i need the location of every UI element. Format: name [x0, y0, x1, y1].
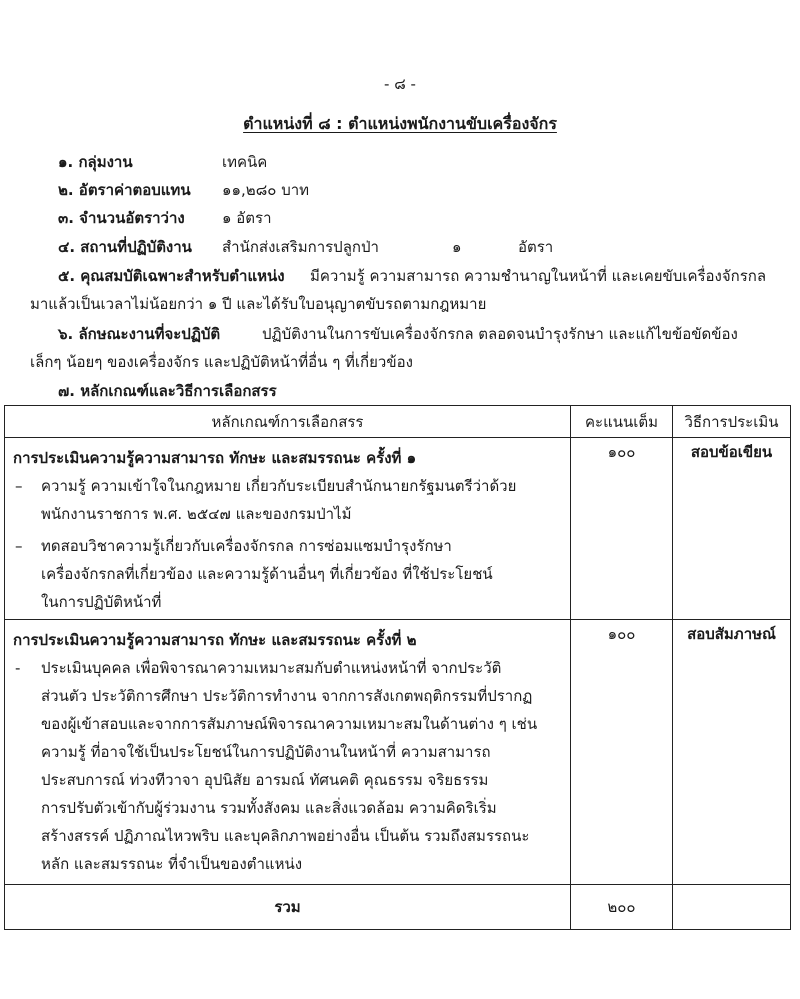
section-title: การประเมินความรู้ความสามารถ ทักษะ และสมรรถนะ ครั้งที่ ๒ [13, 631, 417, 649]
workplace-count: ๑ [452, 238, 462, 256]
page-number: - ๘ - [384, 75, 416, 93]
bullet-line: พนักงานราชการ พ.ศ. ๒๕๔๗ และของกรมป่าไม้ [41, 505, 352, 523]
bullet-line: สร้างสรรค์ ปฏิภาณไหวพริบ และบุคลิกภาพอย่างอื่น เป็นต้น รวมถึงสมรรถนะ [41, 827, 530, 845]
header-method: วิธีการประเมิน [673, 406, 791, 438]
salary-label: ๒. อัตราค่าตอบแทน [58, 181, 191, 199]
total-method-empty [673, 885, 791, 930]
salary-value: ๑๑,๒๘๐ บาท [222, 181, 310, 199]
list-item [15, 654, 570, 878]
list-item [15, 532, 570, 616]
vacancies-label: ๓. จำนวนอัตราว่าง [58, 209, 185, 227]
job-group-value: เทคนิค [222, 153, 268, 171]
list-item [15, 472, 570, 528]
qualifications-line-1: มีความรู้ ความสามารถ ความชำนาญในหน้าที่ และเคยขับเครื่องจักรกล [310, 267, 767, 285]
bullet-dash: - [15, 659, 21, 677]
bullet-dash: – [15, 537, 23, 555]
bullet-line: ความรู้ ความเข้าใจในกฎหมาย เกี่ยวกับระเบียบสำนักนายกรัฐมนตรีว่าด้วย [41, 477, 517, 495]
criteria-cell [5, 620, 571, 885]
table-header-row [5, 406, 791, 438]
method-cell: สอบข้อเขียน [673, 438, 791, 620]
criteria-cell [5, 438, 571, 620]
bullet-line: ในการปฏิบัติหน้าที่ [41, 593, 162, 611]
vacancies-value: ๑ อัตรา [222, 209, 272, 227]
table-row [5, 620, 791, 885]
bullet-line: ทดสอบวิชาความรู้เกี่ยวกับเครื่องจักรกล การซ่อมแซมบำรุงรักษา [41, 537, 452, 555]
total-row [5, 885, 791, 930]
method-cell: สอบสัมภาษณ์ [673, 620, 791, 885]
qualifications-label: ๕. คุณสมบัติเฉพาะสำหรับตำแหน่ง [58, 267, 285, 285]
score-cell: ๑๐๐ [571, 620, 673, 885]
bullet-line: ประเมินบุคคล เพื่อพิจารณาความเหมาะสมกับตำแหน่งหน้าที่ จากประวัติ [41, 659, 502, 677]
score-cell: ๑๐๐ [571, 438, 673, 620]
bullet-line: ของผู้เข้าสอบและจากการสัมภาษณ์พิจารณาความเหมาะสมในด้านต่าง ๆ เช่น [41, 715, 538, 733]
workplace-label: ๔. สถานที่ปฏิบัติงาน [58, 238, 192, 256]
workplace-unit: อัตรา [518, 238, 554, 256]
bullet-dash: – [15, 477, 23, 495]
bullet-line: เครื่องจักรกลที่เกี่ยวข้อง และความรู้ด้านอื่นๆ ที่เกี่ยวข้อง ที่ใช้ประโยชน์ [41, 565, 493, 583]
criteria-table [4, 405, 791, 930]
bullet-line: ประสบการณ์ ท่วงทีวาจา อุปนิสัย อารมณ์ ทัศนคติ คุณธรรม จริยธรรม [41, 771, 489, 789]
header-criteria: หลักเกณฑ์การเลือกสรร [5, 406, 571, 438]
duties-line-2: เล็กๆ น้อยๆ ของเครื่องจักร และปฏิบัติหน้าที่อื่น ๆ ที่เกี่ยวข้อง [30, 353, 413, 371]
job-group-label: ๑. กลุ่มงาน [58, 153, 133, 171]
criteria-heading: ๗. หลักเกณฑ์และวิธีการเลือกสรร [58, 382, 277, 400]
bullet-line: ส่วนตัว ประวัติการศึกษา ประวัติการทำงาน จากการสังเกตพฤติกรรมที่ปรากฏ [41, 687, 533, 705]
position-title-text: ตำแหน่งที่ ๘ : ตำแหน่งพนักงานขับเครื่องจักร [243, 114, 557, 133]
workplace-value: สำนักส่งเสริมการปลูกป่า [222, 238, 379, 256]
total-label: รวม [5, 885, 571, 930]
duties-label: ๖. ลักษณะงานที่จะปฏิบัติ [58, 325, 221, 343]
bullet-line: หลัก และสมรรถนะ ที่จำเป็นของตำแหน่ง [41, 855, 303, 873]
qualifications-line-2: มาแล้วเป็นเวลาไม่น้อยกว่า ๑ ปี และได้รับใบอนุญาตขับรถตามกฎหมาย [30, 295, 487, 313]
table-row [5, 438, 791, 620]
bullet-line: ความรู้ ที่อาจใช้เป็นประโยชน์ในการปฏิบัติงานในหน้าที่ ความสามารถ [41, 743, 491, 761]
header-score: คะแนนเต็ม [571, 406, 673, 438]
section-title: การประเมินความรู้ความสามารถ ทักษะ และสมรรถนะ ครั้งที่ ๑ [13, 449, 417, 467]
bullet-line: การปรับตัวเข้ากับผู้ร่วมงาน รวมทั้งสังคม และสิ่งแวดล้อม ความคิดริเริ่ม [41, 799, 497, 817]
duties-line-1: ปฏิบัติงานในการขับเครื่องจักรกล ตลอดจนบำรุงรักษา และแก้ไขข้อขัดข้อง [262, 325, 738, 343]
total-score: ๒๐๐ [571, 885, 673, 930]
position-title [0, 112, 800, 137]
